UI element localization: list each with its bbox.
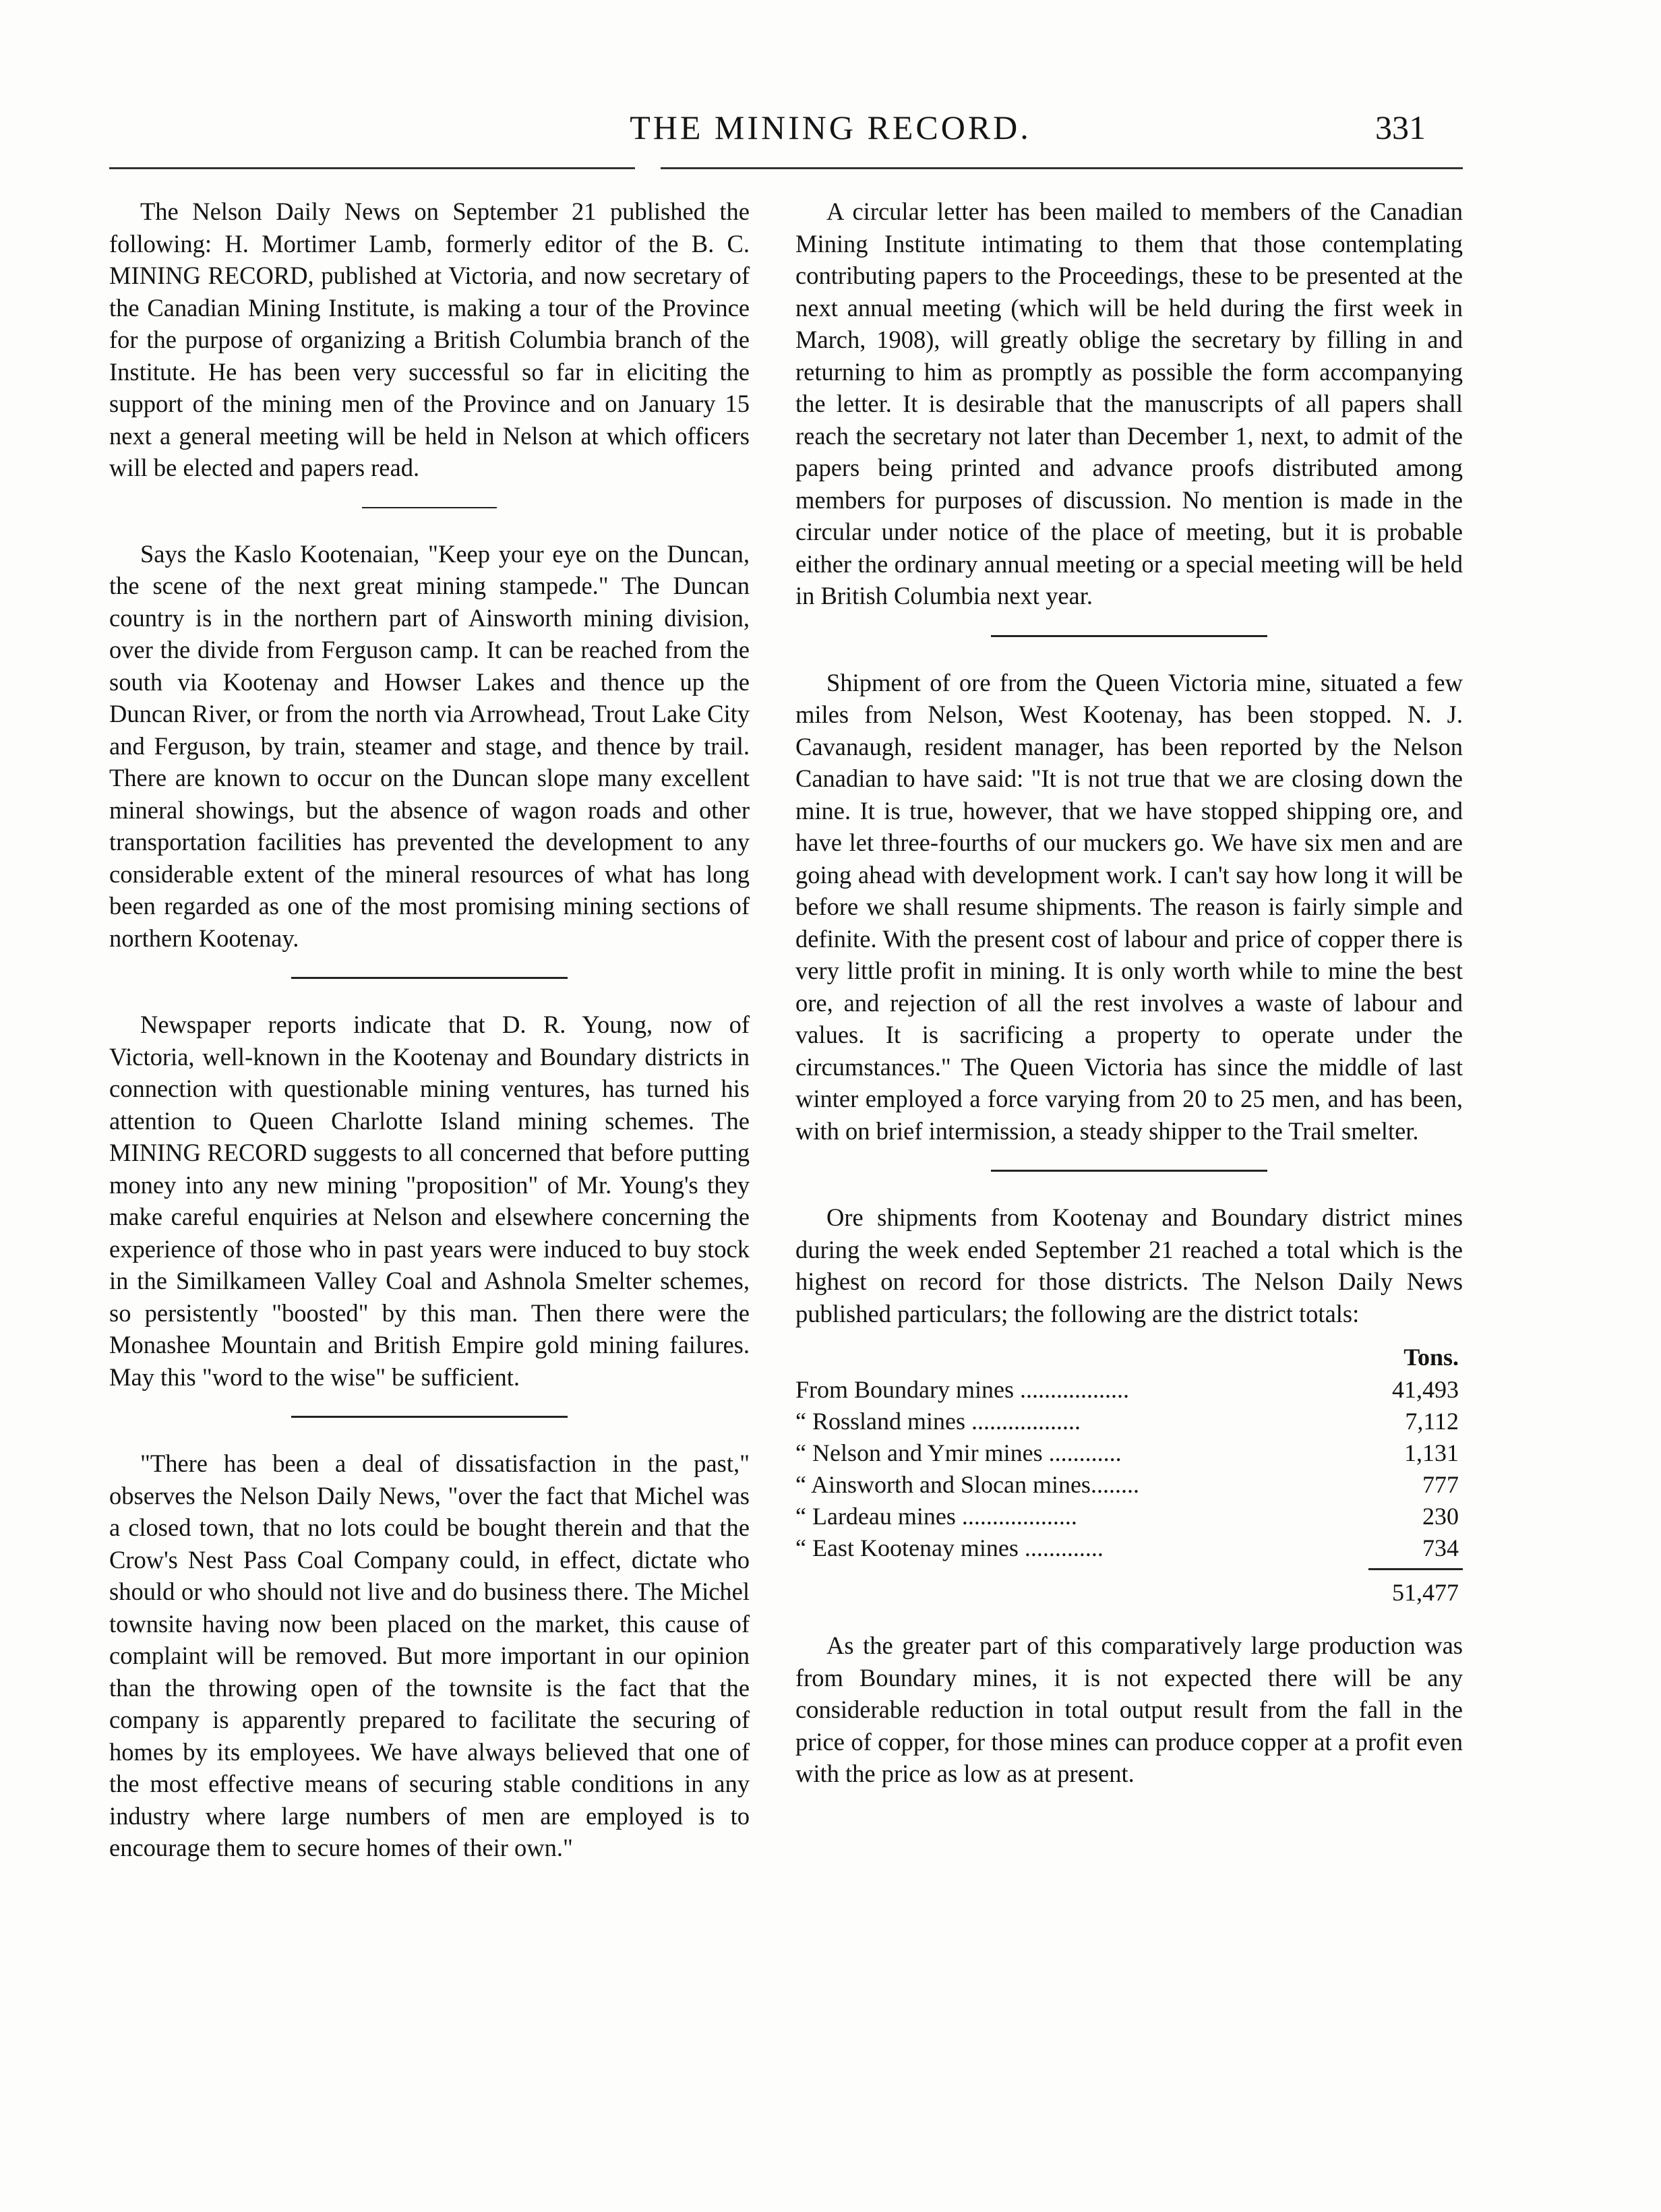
article-d-r-young: Newspaper reports indicate that D. R. Young, now of Victoria, well-known in the Kootenay and Boundary districts in connection with questionable mining ventures, has turned his attention to Queen Charlotte Island mining schemes. The MINING RECORD suggests to all concerned that before putting money into any new mining "proposition" of Mr. Young's they make careful enquiries at Nelson and elsewhere concerning the experience of those who in past years were induced to buy stock in the Similkameen Valley Coal and Ashnola Smelter schemes, so persistently "boosted" by this man. Then there were the Monashee Mountain and British Empire gold mining failures. May this "word to the wise" be sufficient. <box>109 1011 750 1391</box>
row-value: 1,131 <box>1404 1439 1459 1466</box>
row-label: From Boundary mines .................. <box>795 1376 1129 1403</box>
row-value: 734 <box>1422 1534 1459 1561</box>
table-row <box>795 1532 1463 1564</box>
row-value: 41,493 <box>1392 1376 1459 1403</box>
row-label: “ Rossland mines .................. <box>795 1408 1081 1435</box>
row-label: “ Lardeau mines ................... <box>795 1503 1077 1530</box>
table-row <box>795 1406 1463 1437</box>
journal-title: THE MINING RECORD. <box>630 109 1031 146</box>
article-closing-paragraph: As the greater part of this comparatively large production was from Boundary mines, it is not expected there will be any considerable reduction in total output result from the fall in the price of copper, for those mines can produce copper at a profit even with the price as low as at present. <box>795 1632 1463 1787</box>
row-label: “ Nelson and Ymir mines ............ <box>795 1439 1122 1466</box>
article-nelson-institute: The Nelson Daily News on September 21 published the following: H. Mortimer Lamb, formerly editor of the B. C. MINING RECORD, published at Victoria, and now secretary of the Canadian Mining Institute, is making a tour of the Province for the purpose of organizing a British Columbia branch of the Institute. He has been very successful so far in eliciting the support of the mining men of the Province and on January 15 next a general meeting will be held in Nelson at which officers will be elected and papers read. <box>109 198 750 481</box>
header-rule-right <box>661 167 1463 169</box>
table-row <box>795 1437 1463 1469</box>
article-duncan-stampede: Says the Kaslo Kootenaian, "Keep your eye on the Duncan, the scene of the next great mining stampede." The Duncan country is in the northern part of Ainsworth mining division, over the divide from Ferguson camp. It can be reached from the south via Kootenay and Howser Lakes and thence up the Duncan River, or from the north via Arrowhead, Trout Lake City and Ferguson, by train, steamer and stage, and thence by trail. There are known to occur on the Duncan slope many excellent mineral showings, but the absence of wagon roads and other transportation facilities has prevented the development to any considerable extent of the mineral resources of what has long been regarded as one of the most promising mining sections of northern Kootenay. <box>109 539 750 952</box>
article-circular-letter: A circular letter has been mailed to members of the Canadian Mining Institute intimating to them that those contemplating contributing papers to the Proceedings, these to be presented at the next annual meeting (which will be held during the first week in March, 1908), will greatly oblige the secretary by filling in and returning to him as promptly as possible the form accompanying the letter. It is desirable that the manuscripts of all papers shall reach the secretary not later than December 1, next, to admit of the papers being printed and advance proofs distributed among members for purposes of discussion. No mention is made in the circular under notice of the place of meeting, but it is probable either the ordinary annual meeting or a special meeting will be held in British Columbia next year. <box>795 198 1463 609</box>
shipments-table <box>795 1343 1463 1609</box>
row-value: 7,112 <box>1405 1408 1459 1435</box>
table-unit-header: Tons. <box>1403 1344 1459 1371</box>
article-separator <box>291 1416 568 1418</box>
table-row <box>795 1374 1463 1406</box>
article-separator <box>991 635 1267 637</box>
header-rule-left <box>109 167 635 169</box>
right-column <box>795 196 1463 1790</box>
page-number: 331 <box>1375 109 1426 146</box>
article-separator <box>362 507 497 508</box>
article-queen-victoria-mine: Shipment of ore from the Queen Victoria mine, situated a few miles from Nelson, West Kootenay, has been stopped. N. J. Cavanaugh, resident manager, has been reported by the Nelson Canadian to have said: "It is not true that we are closing down the mine. It is true, however, that we have stopped shipping ore, and have let three-fourths of our muckers go. We have six men and are going ahead with development work. I can't say how long it will be before we shall resume shipments. The reason is fairly simple and definite. With the present cost of labour and price of copper there is very little profit in mining. It is only worth while to mine the best ore, and rejection of all the rest involves a waste of labour and values. It is sacrificing a property to operate under the circumstances." The Queen Victoria has since the middle of last winter employed a force varying from 20 to 25 men, and has been, with on brief intermission, a steady shipper to the Trail smelter. <box>795 668 1463 1145</box>
row-value: 777 <box>1422 1471 1459 1498</box>
table-row <box>795 1469 1463 1501</box>
row-label: “ East Kootenay mines ............. <box>795 1534 1104 1561</box>
sum-rule <box>1368 1568 1463 1570</box>
row-value: 230 <box>1422 1503 1459 1530</box>
article-separator <box>991 1170 1267 1172</box>
article-ore-shipments: Ore shipments from Kootenay and Boundary district mines during the week ended September 21 reached a total which is the highest on record for those districts. The Nelson Daily News published particulars; the following are the district totals: <box>795 1203 1463 1327</box>
table-total: 51,477 <box>1392 1579 1459 1606</box>
table-row <box>795 1501 1463 1532</box>
page-header <box>0 108 1661 155</box>
article-michel-townsite: "There has been a deal of dissatisfaction in the past," observes the Nelson Daily News, "over the fact that Michel was a closed town, that no lots could be bought therein and that the Crow's Nest Pass Coal Company could, in effect, dictate who should or who should not live and do business there. The Michel townsite having now been placed on the market, this cause of complaint will be removed. But more important in our opinion than the throwing open of the townsite is the fact that the company is apparently prepared to facilitate the securing of homes by its employees. We have always believed that one of the most effective means of securing stable conditions in any industry where large numbers of men are employed is to encourage them to secure homes of their own." <box>109 1449 750 1861</box>
left-column <box>109 196 750 1864</box>
article-separator <box>291 977 568 979</box>
row-label: “ Ainsworth and Slocan mines........ <box>795 1471 1139 1498</box>
